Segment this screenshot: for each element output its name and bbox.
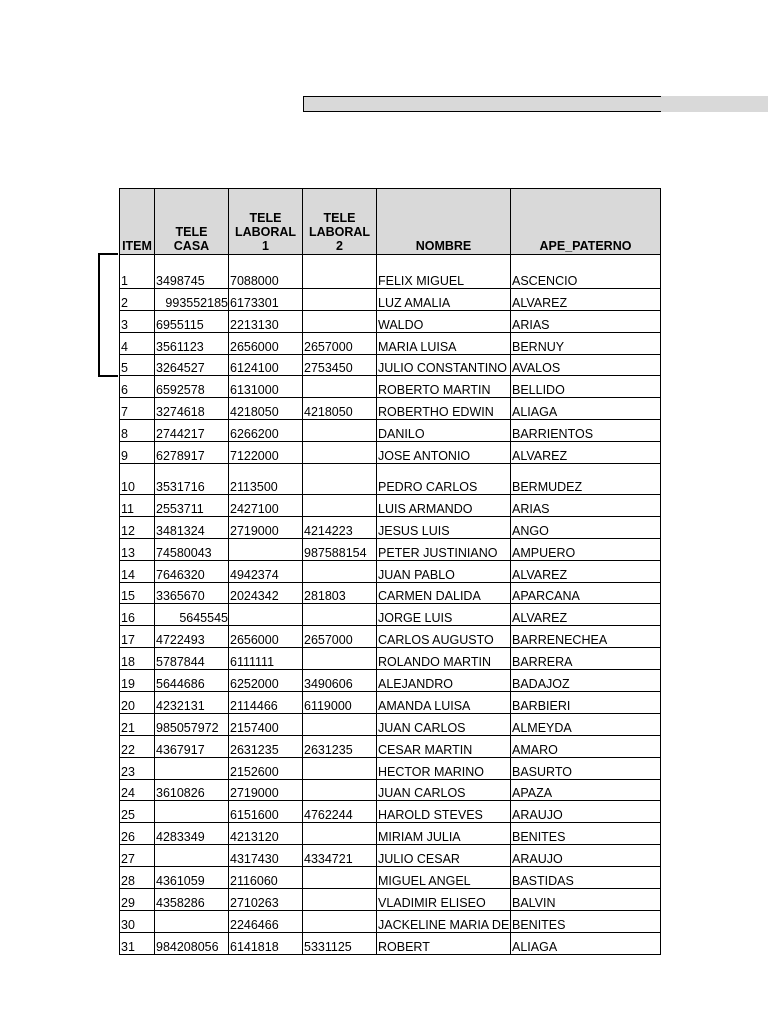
cell-item[interactable]: 21 bbox=[120, 713, 155, 735]
cell-nombre[interactable]: JUAN CARLOS bbox=[377, 779, 511, 801]
cell-item[interactable]: 17 bbox=[120, 626, 155, 648]
cell-item[interactable]: 23 bbox=[120, 757, 155, 779]
cell-item[interactable]: 27 bbox=[120, 845, 155, 867]
table-row[interactable] bbox=[120, 801, 661, 823]
cell-tele-laboral-1[interactable]: 2213130 bbox=[229, 310, 303, 332]
cell-tele-casa[interactable]: 3498745 bbox=[155, 267, 229, 288]
cell-tele-casa[interactable]: 4358286 bbox=[155, 889, 229, 911]
cell-tele-laboral-2[interactable] bbox=[303, 779, 377, 801]
table-row[interactable] bbox=[120, 376, 661, 398]
cell-tele-casa[interactable] bbox=[155, 757, 229, 779]
cell-tele-casa[interactable]: 5644686 bbox=[155, 670, 229, 692]
cell-tele-laboral-1[interactable]: 4213120 bbox=[229, 823, 303, 845]
table-row[interactable] bbox=[120, 845, 661, 867]
cell-tele-laboral-1[interactable]: 2116060 bbox=[229, 867, 303, 889]
cell-tele-casa[interactable]: 993552185 bbox=[155, 288, 229, 310]
cell-item[interactable]: 9 bbox=[120, 442, 155, 464]
cell-tele-laboral-2[interactable]: 6119000 bbox=[303, 692, 377, 714]
table-body bbox=[120, 255, 661, 955]
cell-ape-paterno[interactable]: ALVAREZ bbox=[511, 442, 661, 464]
cell-tele-laboral-1[interactable]: 2113500 bbox=[229, 464, 303, 495]
cell-ape-paterno[interactable]: APAZA bbox=[511, 779, 661, 801]
cell-tele-casa[interactable]: 3481324 bbox=[155, 516, 229, 538]
cell-nombre[interactable]: PETER JUSTINIANO bbox=[377, 538, 511, 560]
cell-tele-laboral-2[interactable] bbox=[303, 910, 377, 932]
spacer-row bbox=[120, 255, 661, 268]
cell-tele-casa[interactable]: 5645545 bbox=[155, 604, 229, 626]
cell-nombre[interactable]: JULIO CESAR bbox=[377, 845, 511, 867]
cell-ape-paterno[interactable]: ALIAGA bbox=[511, 398, 661, 420]
cell-nombre[interactable]: ROLANDO MARTIN bbox=[377, 648, 511, 670]
table-row[interactable] bbox=[120, 735, 661, 757]
cell-tele-casa[interactable]: 4361059 bbox=[155, 867, 229, 889]
cell-item[interactable]: 5 bbox=[120, 354, 155, 376]
cell-tele-laboral-2[interactable] bbox=[303, 420, 377, 442]
cell-ape-paterno[interactable]: ALIAGA bbox=[511, 932, 661, 954]
header-item-label: ITEM bbox=[122, 239, 152, 253]
cell-tele-laboral-2[interactable] bbox=[303, 495, 377, 517]
cell-tele-casa[interactable]: 74580043 bbox=[155, 538, 229, 560]
cell-nombre[interactable]: VLADIMIR ELISEO bbox=[377, 889, 511, 911]
cell-tele-laboral-2[interactable]: 2631235 bbox=[303, 735, 377, 757]
cell-tele-laboral-1[interactable]: 6266200 bbox=[229, 420, 303, 442]
cell-item[interactable]: 3 bbox=[120, 310, 155, 332]
cell-tele-laboral-2[interactable]: 4218050 bbox=[303, 398, 377, 420]
cell-item[interactable]: 25 bbox=[120, 801, 155, 823]
cell-tele-laboral-2[interactable] bbox=[303, 823, 377, 845]
cell-ape-paterno[interactable]: BASTIDAS bbox=[511, 867, 661, 889]
cell-item[interactable]: 13 bbox=[120, 538, 155, 560]
cell-item[interactable]: 11 bbox=[120, 495, 155, 517]
cell-ape-paterno[interactable]: ASCENCIO bbox=[511, 267, 661, 288]
cell-tele-laboral-2[interactable]: 281803 bbox=[303, 582, 377, 604]
cell-item[interactable]: 12 bbox=[120, 516, 155, 538]
cell-tele-casa[interactable]: 985057972 bbox=[155, 713, 229, 735]
header-line: 1 bbox=[262, 239, 269, 253]
header-line: TELE bbox=[175, 225, 208, 239]
cell-nombre[interactable]: LUZ AMALIA bbox=[377, 288, 511, 310]
cell-tele-casa[interactable]: 7646320 bbox=[155, 560, 229, 582]
cell-tele-laboral-1[interactable]: 2631235 bbox=[229, 735, 303, 757]
cell-tele-casa[interactable] bbox=[155, 910, 229, 932]
table-row[interactable] bbox=[120, 604, 661, 626]
header-line: CASA bbox=[173, 239, 210, 253]
cell-tele-casa[interactable]: 2744217 bbox=[155, 420, 229, 442]
cell-ape-paterno[interactable]: ARAUJO bbox=[511, 801, 661, 823]
cell-ape-paterno[interactable]: BENITES bbox=[511, 823, 661, 845]
cell-tele-laboral-1[interactable]: 6252000 bbox=[229, 670, 303, 692]
cell-ape-paterno[interactable]: ARIAS bbox=[511, 310, 661, 332]
cell-item[interactable]: 10 bbox=[120, 464, 155, 495]
cell-ape-paterno[interactable]: ARAUJO bbox=[511, 845, 661, 867]
cell-tele-laboral-1[interactable]: 6141818 bbox=[229, 932, 303, 954]
cell-tele-laboral-2[interactable] bbox=[303, 713, 377, 735]
cell-tele-laboral-1[interactable]: 4942374 bbox=[229, 560, 303, 582]
cell-ape-paterno[interactable]: APARCANA bbox=[511, 582, 661, 604]
cell-tele-laboral-2[interactable] bbox=[303, 288, 377, 310]
header-ape-paterno-label: APE_PATERNO bbox=[539, 239, 632, 253]
cell-tele-laboral-2[interactable]: 4334721 bbox=[303, 845, 377, 867]
cell-tele-laboral-2[interactable] bbox=[303, 442, 377, 464]
header-row bbox=[120, 189, 661, 255]
cell-tele-laboral-1[interactable]: 2656000 bbox=[229, 626, 303, 648]
header-banner-bar bbox=[303, 96, 662, 112]
cell-tele-casa[interactable]: 3610826 bbox=[155, 779, 229, 801]
cell-nombre[interactable]: MIRIAM JULIA bbox=[377, 823, 511, 845]
cell-nombre[interactable]: DANILO bbox=[377, 420, 511, 442]
table-row[interactable] bbox=[120, 582, 661, 604]
cell-item[interactable]: 24 bbox=[120, 779, 155, 801]
cell-tele-laboral-1[interactable] bbox=[229, 604, 303, 626]
table-row[interactable] bbox=[120, 310, 661, 332]
table-row[interactable] bbox=[120, 464, 661, 495]
cell-tele-laboral-1[interactable]: 4218050 bbox=[229, 398, 303, 420]
table-row[interactable] bbox=[120, 757, 661, 779]
cell-tele-casa[interactable]: 6955115 bbox=[155, 310, 229, 332]
cell-tele-laboral-1[interactable]: 2246466 bbox=[229, 910, 303, 932]
cell-item[interactable]: 6 bbox=[120, 376, 155, 398]
cell-ape-paterno[interactable]: AMPUERO bbox=[511, 538, 661, 560]
cell-tele-laboral-1[interactable]: 2656000 bbox=[229, 332, 303, 354]
cell-item[interactable]: 19 bbox=[120, 670, 155, 692]
table-row[interactable] bbox=[120, 495, 661, 517]
cell-ape-paterno[interactable]: ANGO bbox=[511, 516, 661, 538]
cell-item[interactable]: 14 bbox=[120, 560, 155, 582]
cell-tele-casa[interactable]: 984208056 bbox=[155, 932, 229, 954]
cell-tele-laboral-1[interactable]: 6111111 bbox=[229, 648, 303, 670]
cell-tele-casa[interactable]: 3561123 bbox=[155, 332, 229, 354]
cell-ape-paterno[interactable]: BALVIN bbox=[511, 889, 661, 911]
header-line: TELE bbox=[323, 211, 356, 225]
cell-tele-laboral-2[interactable]: 987588154 bbox=[303, 538, 377, 560]
table-row[interactable] bbox=[120, 867, 661, 889]
table-row[interactable] bbox=[120, 332, 661, 354]
cell-ape-paterno[interactable]: BARRERA bbox=[511, 648, 661, 670]
column-header-ape-paterno[interactable] bbox=[511, 189, 661, 255]
cell-tele-laboral-1[interactable]: 2114466 bbox=[229, 692, 303, 714]
cell-nombre[interactable]: CARMEN DALIDA bbox=[377, 582, 511, 604]
cell-nombre[interactable]: HAROLD STEVES bbox=[377, 801, 511, 823]
column-header-item[interactable] bbox=[120, 189, 155, 255]
cell-tele-laboral-1[interactable]: 6173301 bbox=[229, 288, 303, 310]
cell-tele-laboral-1[interactable]: 2710263 bbox=[229, 889, 303, 911]
contacts-table bbox=[119, 188, 661, 955]
cell-tele-laboral-2[interactable] bbox=[303, 867, 377, 889]
cell-item[interactable]: 20 bbox=[120, 692, 155, 714]
cell-item[interactable]: 2 bbox=[120, 288, 155, 310]
cell-ape-paterno[interactable]: BADAJOZ bbox=[511, 670, 661, 692]
cell-nombre[interactable]: FELIX MIGUEL bbox=[377, 267, 511, 288]
cell-tele-laboral-2[interactable]: 2753450 bbox=[303, 354, 377, 376]
cell-item[interactable]: 28 bbox=[120, 867, 155, 889]
table-row[interactable] bbox=[120, 398, 661, 420]
table-row[interactable] bbox=[120, 354, 661, 376]
cell-tele-laboral-1[interactable]: 6124100 bbox=[229, 354, 303, 376]
cell-ape-paterno[interactable]: ARIAS bbox=[511, 495, 661, 517]
cell-nombre[interactable]: AMANDA LUISA bbox=[377, 692, 511, 714]
table-row[interactable] bbox=[120, 779, 661, 801]
cell-tele-laboral-2[interactable] bbox=[303, 310, 377, 332]
cell-tele-laboral-2[interactable] bbox=[303, 267, 377, 288]
cell-item[interactable]: 4 bbox=[120, 332, 155, 354]
column-header-tele-laboral-2[interactable] bbox=[303, 189, 377, 255]
cell-item[interactable]: 15 bbox=[120, 582, 155, 604]
table-row[interactable] bbox=[120, 670, 661, 692]
table-row[interactable] bbox=[120, 889, 661, 911]
cell-tele-casa[interactable]: 4722493 bbox=[155, 626, 229, 648]
cell-tele-laboral-1[interactable]: 2157400 bbox=[229, 713, 303, 735]
table-row[interactable] bbox=[120, 442, 661, 464]
cell-tele-casa[interactable]: 3531716 bbox=[155, 464, 229, 495]
cell-tele-laboral-1[interactable]: 7088000 bbox=[229, 267, 303, 288]
cell-nombre[interactable]: ALEJANDRO bbox=[377, 670, 511, 692]
cell-item[interactable]: 31 bbox=[120, 932, 155, 954]
cell-tele-laboral-1[interactable]: 6131000 bbox=[229, 376, 303, 398]
cell-tele-laboral-2[interactable]: 3490606 bbox=[303, 670, 377, 692]
header-nombre-label: NOMBRE bbox=[415, 239, 472, 253]
header-line: TELE bbox=[249, 211, 282, 225]
cell-item[interactable]: 26 bbox=[120, 823, 155, 845]
table-row[interactable] bbox=[120, 823, 661, 845]
cell-tele-laboral-2[interactable] bbox=[303, 464, 377, 495]
table-row[interactable] bbox=[120, 932, 661, 954]
cell-item[interactable]: 30 bbox=[120, 910, 155, 932]
cell-ape-paterno[interactable]: BARRIENTOS bbox=[511, 420, 661, 442]
cell-nombre[interactable]: PEDRO CARLOS bbox=[377, 464, 511, 495]
cell-item[interactable]: 29 bbox=[120, 889, 155, 911]
header-line: LABORAL bbox=[234, 225, 297, 239]
cell-ape-paterno[interactable]: BERNUY bbox=[511, 332, 661, 354]
cell-item[interactable]: 8 bbox=[120, 420, 155, 442]
cell-tele-laboral-1[interactable]: 2024342 bbox=[229, 582, 303, 604]
table-row[interactable] bbox=[120, 420, 661, 442]
cell-ape-paterno[interactable]: ALVAREZ bbox=[511, 288, 661, 310]
cell-tele-casa[interactable]: 4232131 bbox=[155, 692, 229, 714]
cell-item[interactable]: 18 bbox=[120, 648, 155, 670]
cell-tele-casa[interactable] bbox=[155, 845, 229, 867]
column-header-tele-laboral-1[interactable] bbox=[229, 189, 303, 255]
cell-tele-laboral-1[interactable]: 2719000 bbox=[229, 779, 303, 801]
cell-tele-casa[interactable]: 4367917 bbox=[155, 735, 229, 757]
cell-nombre[interactable]: HECTOR MARINO bbox=[377, 757, 511, 779]
cell-nombre[interactable]: LUIS ARMANDO bbox=[377, 495, 511, 517]
cell-nombre[interactable]: JESUS LUIS bbox=[377, 516, 511, 538]
table-row[interactable] bbox=[120, 713, 661, 735]
cell-tele-casa[interactable] bbox=[155, 801, 229, 823]
cell-nombre[interactable]: CARLOS AUGUSTO bbox=[377, 626, 511, 648]
table-row[interactable] bbox=[120, 288, 661, 310]
cell-tele-laboral-2[interactable]: 2657000 bbox=[303, 332, 377, 354]
cell-tele-casa[interactable]: 6592578 bbox=[155, 376, 229, 398]
cell-tele-laboral-1[interactable]: 6151600 bbox=[229, 801, 303, 823]
cell-nombre[interactable]: JUAN PABLO bbox=[377, 560, 511, 582]
header-banner-extension bbox=[661, 96, 768, 112]
cell-ape-paterno[interactable]: ALVAREZ bbox=[511, 560, 661, 582]
cell-ape-paterno[interactable]: BARRENECHEA bbox=[511, 626, 661, 648]
table-row[interactable] bbox=[120, 560, 661, 582]
cell-ape-paterno[interactable]: BELLIDO bbox=[511, 376, 661, 398]
cell-tele-laboral-1[interactable]: 4317430 bbox=[229, 845, 303, 867]
cell-nombre[interactable]: CESAR MARTIN bbox=[377, 735, 511, 757]
cell-tele-casa[interactable]: 4283349 bbox=[155, 823, 229, 845]
table-row[interactable] bbox=[120, 910, 661, 932]
cell-nombre[interactable]: ROBERTO MARTIN bbox=[377, 376, 511, 398]
cell-tele-casa[interactable]: 3365670 bbox=[155, 582, 229, 604]
cell-tele-casa[interactable]: 2553711 bbox=[155, 495, 229, 517]
cell-tele-laboral-2[interactable]: 4214223 bbox=[303, 516, 377, 538]
cell-nombre[interactable]: MIGUEL ANGEL bbox=[377, 867, 511, 889]
table-row[interactable] bbox=[120, 267, 661, 288]
cell-ape-paterno[interactable]: ALMEYDA bbox=[511, 713, 661, 735]
cell-ape-paterno[interactable]: BASURTO bbox=[511, 757, 661, 779]
cell-tele-laboral-2[interactable]: 4762244 bbox=[303, 801, 377, 823]
cell-tele-casa[interactable]: 5787844 bbox=[155, 648, 229, 670]
cell-tele-casa[interactable]: 6278917 bbox=[155, 442, 229, 464]
cell-tele-laboral-2[interactable] bbox=[303, 560, 377, 582]
cell-nombre[interactable]: JULIO CONSTANTINO bbox=[377, 354, 511, 376]
cell-tele-laboral-2[interactable] bbox=[303, 889, 377, 911]
cell-item[interactable]: 22 bbox=[120, 735, 155, 757]
cell-ape-paterno[interactable]: AVALOS bbox=[511, 354, 661, 376]
cell-tele-casa[interactable]: 3264527 bbox=[155, 354, 229, 376]
cell-ape-paterno[interactable]: AMARO bbox=[511, 735, 661, 757]
cell-tele-laboral-2[interactable] bbox=[303, 648, 377, 670]
cell-tele-laboral-2[interactable] bbox=[303, 604, 377, 626]
cell-tele-laboral-2[interactable]: 5331125 bbox=[303, 932, 377, 954]
cell-nombre[interactable]: JORGE LUIS bbox=[377, 604, 511, 626]
table-row[interactable] bbox=[120, 692, 661, 714]
cell-tele-laboral-1[interactable] bbox=[229, 538, 303, 560]
table-row[interactable] bbox=[120, 626, 661, 648]
selection-bracket bbox=[98, 253, 118, 377]
cell-nombre[interactable]: JOSE ANTONIO bbox=[377, 442, 511, 464]
table-row[interactable] bbox=[120, 648, 661, 670]
cell-nombre[interactable]: WALDO bbox=[377, 310, 511, 332]
cell-item[interactable]: 7 bbox=[120, 398, 155, 420]
cell-tele-casa[interactable]: 3274618 bbox=[155, 398, 229, 420]
cell-tele-laboral-2[interactable]: 2657000 bbox=[303, 626, 377, 648]
cell-ape-paterno[interactable]: ALVAREZ bbox=[511, 604, 661, 626]
cell-item[interactable]: 1 bbox=[120, 267, 155, 288]
header-line: LABORAL bbox=[308, 225, 371, 239]
cell-tele-laboral-1[interactable]: 2427100 bbox=[229, 495, 303, 517]
cell-nombre[interactable]: MARIA LUISA bbox=[377, 332, 511, 354]
cell-ape-paterno[interactable]: BENITES bbox=[511, 910, 661, 932]
cell-ape-paterno[interactable]: BERMUDEZ bbox=[511, 464, 661, 495]
table-row[interactable] bbox=[120, 516, 661, 538]
cell-nombre[interactable]: JUAN CARLOS bbox=[377, 713, 511, 735]
column-header-tele-casa[interactable] bbox=[155, 189, 229, 255]
column-header-nombre[interactable] bbox=[377, 189, 511, 255]
cell-tele-laboral-1[interactable]: 2152600 bbox=[229, 757, 303, 779]
cell-tele-laboral-1[interactable]: 7122000 bbox=[229, 442, 303, 464]
cell-tele-laboral-2[interactable] bbox=[303, 376, 377, 398]
cell-nombre[interactable]: ROBERTHO EDWIN bbox=[377, 398, 511, 420]
cell-tele-laboral-1[interactable]: 2719000 bbox=[229, 516, 303, 538]
header-line: 2 bbox=[336, 239, 343, 253]
cell-item[interactable]: 16 bbox=[120, 604, 155, 626]
cell-nombre[interactable]: JACKELINE MARIA DE bbox=[377, 910, 511, 932]
table-row[interactable] bbox=[120, 538, 661, 560]
cell-ape-paterno[interactable]: BARBIERI bbox=[511, 692, 661, 714]
cell-nombre[interactable]: ROBERT bbox=[377, 932, 511, 954]
cell-tele-laboral-2[interactable] bbox=[303, 757, 377, 779]
